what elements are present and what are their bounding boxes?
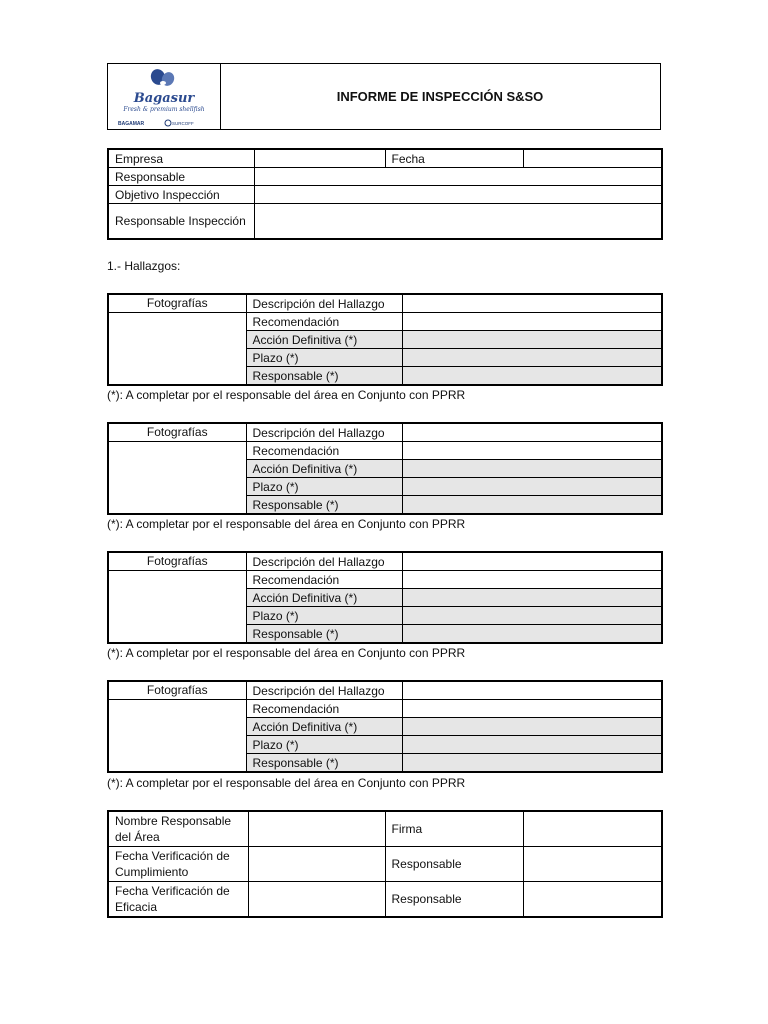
fecha-eficacia-label: Fecha Verificación de Eficacia bbox=[108, 882, 248, 918]
resp-inspeccion-label: Responsable Inspección bbox=[108, 204, 254, 240]
accion-label: Acción Definitiva (*) bbox=[246, 589, 402, 607]
responsable-finding-label: Responsable (*) bbox=[246, 625, 402, 644]
accion-field[interactable] bbox=[402, 331, 662, 349]
recomendacion-label: Recomendación bbox=[246, 313, 402, 331]
recomendacion-field[interactable] bbox=[402, 313, 662, 331]
fecha-cumplimiento-field[interactable] bbox=[248, 847, 385, 882]
descripcion-field[interactable] bbox=[402, 552, 662, 571]
finding-table bbox=[107, 293, 663, 386]
logo-tagline: Fresh & premium shellfish bbox=[123, 106, 205, 113]
finding-table bbox=[107, 680, 663, 773]
objetivo-field[interactable] bbox=[254, 186, 662, 204]
accion-label: Acción Definitiva (*) bbox=[246, 718, 402, 736]
plazo-label: Plazo (*) bbox=[246, 349, 402, 367]
firma-label: Firma bbox=[385, 811, 523, 847]
fecha-field[interactable] bbox=[523, 149, 662, 168]
fecha-label: Fecha bbox=[385, 149, 523, 168]
fecha-eficacia-field[interactable] bbox=[248, 882, 385, 918]
descripcion-field[interactable] bbox=[402, 294, 662, 313]
logo-partner-right: SURCOFF bbox=[172, 121, 194, 126]
responsable-finding-field[interactable] bbox=[402, 367, 662, 386]
responsable-finding-field[interactable] bbox=[402, 496, 662, 515]
photos-area[interactable] bbox=[108, 442, 246, 515]
signoff-table bbox=[107, 810, 663, 918]
bagasur-logo-icon bbox=[108, 64, 220, 129]
accion-field[interactable] bbox=[402, 718, 662, 736]
objetivo-label: Objetivo Inspección bbox=[108, 186, 254, 204]
responsable-finding-label: Responsable (*) bbox=[246, 367, 402, 386]
accion-label: Acción Definitiva (*) bbox=[246, 460, 402, 478]
photos-area[interactable] bbox=[108, 313, 246, 386]
company-logo bbox=[108, 64, 221, 129]
responsable-finding-label: Responsable (*) bbox=[246, 496, 402, 515]
accion-label: Acción Definitiva (*) bbox=[246, 331, 402, 349]
descripcion-field[interactable] bbox=[402, 423, 662, 442]
responsable-eficacia-label: Responsable bbox=[385, 882, 523, 918]
logo-partner-left: BAGAMAR bbox=[118, 121, 145, 127]
fecha-cumplimiento-label: Fecha Verificación de Cumplimiento bbox=[108, 847, 248, 882]
responsable-label: Responsable bbox=[108, 168, 254, 186]
recomendacion-field[interactable] bbox=[402, 700, 662, 718]
footnote: (*): A completar por el responsable del área en Conjunto con PPRR bbox=[107, 388, 466, 402]
plazo-field[interactable] bbox=[402, 607, 662, 625]
info-table bbox=[107, 148, 663, 240]
finding-table bbox=[107, 551, 663, 644]
firma-field[interactable] bbox=[523, 811, 662, 847]
accion-field[interactable] bbox=[402, 460, 662, 478]
photos-area[interactable] bbox=[108, 571, 246, 644]
logo-brand: Bagasur bbox=[133, 91, 195, 106]
photos-label: Fotografías bbox=[108, 681, 246, 700]
recomendacion-field[interactable] bbox=[402, 571, 662, 589]
recomendacion-label: Recomendación bbox=[246, 700, 402, 718]
photos-label: Fotografías bbox=[108, 294, 246, 313]
nombre-responsable-label: Nombre Responsable del Área bbox=[108, 811, 248, 847]
responsable-finding-field[interactable] bbox=[402, 754, 662, 773]
descripcion-label: Descripción del Hallazgo bbox=[246, 294, 402, 313]
plazo-label: Plazo (*) bbox=[246, 607, 402, 625]
empresa-label: Empresa bbox=[108, 149, 254, 168]
plazo-label: Plazo (*) bbox=[246, 478, 402, 496]
photos-label: Fotografías bbox=[108, 423, 246, 442]
nombre-responsable-field[interactable] bbox=[248, 811, 385, 847]
descripcion-field[interactable] bbox=[402, 681, 662, 700]
section-title: 1.- Hallazgos: bbox=[107, 259, 181, 273]
descripcion-label: Descripción del Hallazgo bbox=[246, 423, 402, 442]
photos-label: Fotografías bbox=[108, 552, 246, 571]
responsable-finding-label: Responsable (*) bbox=[246, 754, 402, 773]
plazo-field[interactable] bbox=[402, 349, 662, 367]
report-title: INFORME DE INSPECCIÓN S&SO bbox=[336, 89, 544, 104]
responsable-cumplimiento-label: Responsable bbox=[385, 847, 523, 882]
responsable-finding-field[interactable] bbox=[402, 625, 662, 644]
photos-area[interactable] bbox=[108, 700, 246, 773]
empresa-field[interactable] bbox=[254, 149, 385, 168]
responsable-eficacia-field[interactable] bbox=[523, 882, 662, 918]
report-header bbox=[107, 63, 661, 130]
descripcion-label: Descripción del Hallazgo bbox=[246, 681, 402, 700]
footnote: (*): A completar por el responsable del área en Conjunto con PPRR bbox=[107, 517, 466, 531]
responsable-cumplimiento-field[interactable] bbox=[523, 847, 662, 882]
plazo-label: Plazo (*) bbox=[246, 736, 402, 754]
recomendacion-label: Recomendación bbox=[246, 571, 402, 589]
resp-inspeccion-field[interactable] bbox=[254, 204, 662, 240]
recomendacion-field[interactable] bbox=[402, 442, 662, 460]
footnote: (*): A completar por el responsable del área en Conjunto con PPRR bbox=[107, 646, 466, 660]
descripcion-label: Descripción del Hallazgo bbox=[246, 552, 402, 571]
responsable-field[interactable] bbox=[254, 168, 662, 186]
recomendacion-label: Recomendación bbox=[246, 442, 402, 460]
plazo-field[interactable] bbox=[402, 478, 662, 496]
plazo-field[interactable] bbox=[402, 736, 662, 754]
finding-table bbox=[107, 422, 663, 515]
footnote: (*): A completar por el responsable del área en Conjunto con PPRR bbox=[107, 776, 466, 790]
accion-field[interactable] bbox=[402, 589, 662, 607]
